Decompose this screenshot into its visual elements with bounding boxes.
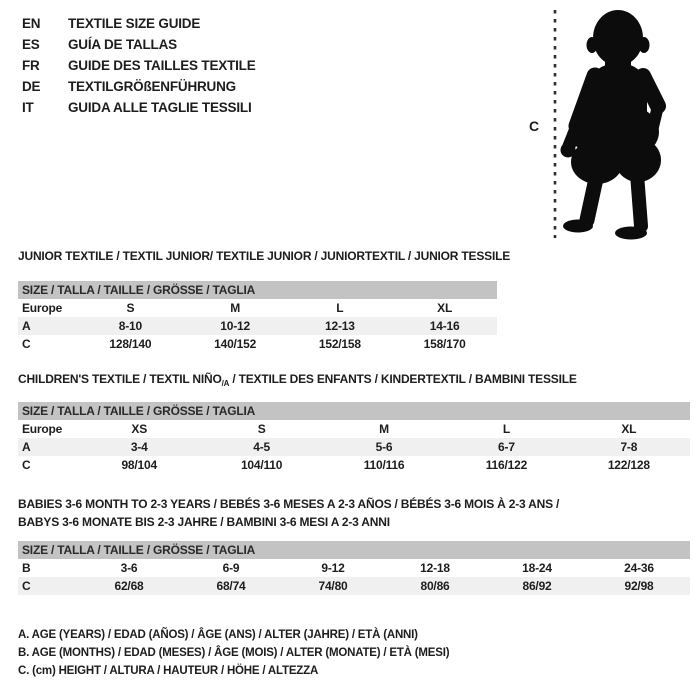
table-cell: 4-5	[253, 440, 270, 454]
table-cell: 92/98	[624, 579, 654, 593]
row-label: Europe	[22, 301, 63, 315]
table-cell: 74/80	[318, 579, 348, 593]
table-cell: XL	[437, 301, 453, 315]
lang-row-de	[22, 76, 256, 97]
lang-code: ES	[22, 37, 40, 52]
table-cell: XL	[621, 422, 637, 436]
children-size-table	[18, 402, 690, 474]
size-header-band: SIZE / TALLA / TAILLE / GRÖSSE / TAGLIA	[18, 402, 690, 420]
table-cell: M	[379, 422, 389, 436]
table-cell: 80/86	[420, 579, 450, 593]
toddler-figure	[525, 4, 700, 242]
lang-code: IT	[22, 100, 34, 115]
table-row	[18, 559, 690, 577]
language-list	[22, 13, 256, 118]
table-cell: 3-6	[120, 561, 138, 575]
row-label: C	[22, 337, 31, 351]
toddler-silhouette-graphic	[525, 4, 700, 242]
table-cell: 14-16	[429, 319, 460, 333]
table-cell: 158/170	[423, 337, 466, 351]
table-row	[18, 456, 690, 474]
table-cell: 68/74	[216, 579, 246, 593]
lang-row-fr	[22, 55, 256, 76]
legend-line-b: B. AGE (MONTHS) / EDAD (MESES) / ÂGE (MOIS) / ALTER (MONATE) / ETÀ (MESI)	[18, 647, 450, 659]
table-cell: 18-24	[522, 561, 552, 575]
row-label: C	[22, 579, 31, 593]
table-cell: 98/104	[121, 458, 157, 472]
table-cell: 116/122	[485, 458, 528, 472]
table-row	[18, 577, 690, 595]
table-cell: 7-8	[620, 440, 638, 454]
table-row	[18, 299, 497, 317]
lang-title: TEXTILE SIZE GUIDE	[68, 16, 201, 31]
children-section-title	[18, 372, 577, 391]
row-label: Europe	[22, 422, 63, 436]
table-cell: 10-12	[220, 319, 250, 333]
table-row	[18, 438, 690, 456]
lang-title: GUIDE DES TAILLES TEXTILE	[68, 58, 256, 73]
babies-size-table	[18, 541, 690, 595]
table-cell: 5-6	[375, 440, 393, 454]
table-cell: 104/110	[240, 458, 283, 472]
table-cell: S	[257, 422, 266, 436]
lang-code: DE	[22, 79, 41, 94]
table-cell: 3-4	[130, 440, 148, 454]
table-cell: 12-13	[325, 319, 355, 333]
table-row	[18, 420, 690, 438]
lang-row-en	[22, 13, 256, 34]
children-title-sub: /A	[221, 379, 230, 388]
lang-row-es	[22, 34, 256, 55]
row-label: A	[22, 319, 31, 333]
legend-line-c: C. (cm) HEIGHT / ALTURA / HAUTEUR / HÖHE / ALTEZZA	[18, 665, 319, 677]
table-cell: S	[126, 301, 135, 315]
table-cell: L	[336, 301, 344, 315]
junior-section-title: JUNIOR TEXTILE / TEXTIL JUNIOR/ TEXTILE JUNIOR / JUNIORTEXTIL / JUNIOR TESSILE	[18, 249, 511, 263]
table-row	[18, 335, 497, 353]
measurement-legend	[18, 626, 449, 680]
table-cell: 140/152	[214, 337, 257, 351]
row-label: B	[22, 561, 31, 575]
lang-title: GUÍA DE TALLAS	[68, 37, 177, 52]
babies-section-title	[18, 495, 559, 531]
table-cell: 9-12	[321, 561, 345, 575]
size-header-band: SIZE / TALLA / TAILLE / GRÖSSE / TAGLIA	[18, 541, 690, 559]
children-title-post: / TEXTILE DES ENFANTS / KINDERTEXTIL / BAMBINI TESSILE	[229, 372, 577, 386]
table-cell: 6-7	[498, 440, 515, 454]
table-cell: 128/140	[109, 337, 152, 351]
junior-size-table	[18, 281, 497, 353]
table-cell: L	[502, 422, 510, 436]
lang-title: GUIDA ALLE TAGLIE TESSILI	[68, 100, 252, 115]
table-cell: M	[230, 301, 241, 315]
table-cell: 86/92	[522, 579, 552, 593]
table-cell: 6-9	[222, 561, 240, 575]
row-label: C	[22, 458, 31, 472]
children-title-pre: CHILDREN'S TEXTILE / TEXTIL NIÑO	[18, 372, 222, 386]
table-cell: 24-36	[624, 561, 654, 575]
babies-title-line2: BABYS 3-6 MONATE BIS 2-3 JAHRE / BAMBINI 3-6 MESI A 2-3 ANNI	[18, 515, 390, 529]
lang-row-it	[22, 97, 256, 118]
table-cell: 110/116	[363, 458, 405, 472]
table-cell: 12-18	[420, 561, 450, 575]
table-cell: XS	[131, 422, 147, 436]
row-label: A	[22, 440, 31, 454]
size-header-band: SIZE / TALLA / TAILLE / GRÖSSE / TAGLIA	[18, 281, 497, 299]
table-cell: 122/128	[607, 458, 650, 472]
table-cell: 62/68	[114, 579, 144, 593]
babies-title-line1: BABIES 3-6 MONTH TO 2-3 YEARS / BEBÉS 3-6 MESES A 2-3 AÑOS / BÉBÉS 3-6 MOIS À 2-3 ANS /	[18, 497, 560, 511]
table-cell: 152/158	[318, 337, 361, 351]
legend-line-a: A. AGE (YEARS) / EDAD (AÑOS) / ÂGE (ANS) / ALTER (JAHRE) / ETÀ (ANNI)	[18, 629, 418, 641]
table-row	[18, 317, 497, 335]
lang-title: TEXTILGRÖßENFÜHRUNG	[68, 79, 236, 94]
lang-code: EN	[22, 16, 41, 31]
table-cell: 8-10	[118, 319, 142, 333]
measure-label-c: C	[529, 118, 539, 134]
lang-code: FR	[22, 58, 40, 73]
